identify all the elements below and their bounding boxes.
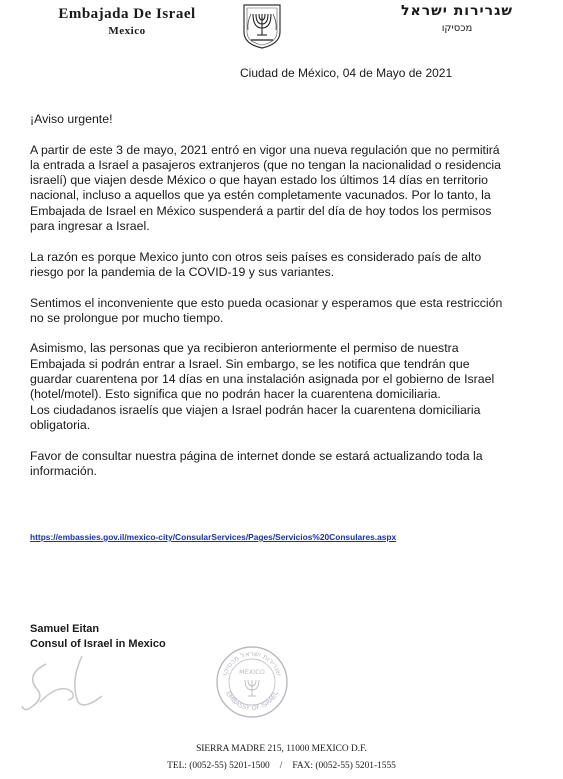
footer-tel: TEL: (0052-55) 5201-1500: [167, 761, 270, 771]
letterhead-left: [42, 6, 212, 37]
letterhead-right: [372, 3, 542, 34]
footer-contact: [0, 758, 563, 775]
stamp-bottom-text: EMBASSY OF ISRAEL: [224, 689, 280, 713]
embassy-name-hebrew: שגרירות ישראל: [401, 3, 513, 19]
menorah-emblem-icon: [239, 2, 285, 50]
paragraph-apology: Sentimos el inconveniente que esto pueda ocasionar y esperamos que esta restricción no se prolongue por mucho tiempo.: [30, 295, 503, 325]
embassy-stamp-icon: [214, 644, 290, 720]
letter-date: Ciudad de México, 04 de Mayo de 2021: [240, 66, 453, 80]
stamp-top-text: שגרירות ישראל מכסיקו: [220, 649, 284, 677]
stamp-menorah-icon: [245, 680, 259, 696]
footer-address: SIERRA MADRE 215, 11000 MEXICO D.F.: [196, 744, 367, 754]
handwritten-signature-icon: [20, 652, 120, 714]
signer-title: Consul of Israel in Mexico: [30, 638, 166, 650]
greeting: ¡Aviso urgente!: [30, 112, 113, 126]
embassy-name-spanish: Embajada De Israel: [58, 6, 196, 22]
letter-footer: [0, 741, 563, 775]
signature-block: [30, 622, 166, 652]
embassy-city-spanish: Mexico: [108, 25, 146, 37]
paragraph-reason: La razón es porque Mexico junto con otros seis países es considerado país de alto riesgo por la pandemia de la COVID-19 y sus variantes.: [30, 249, 482, 279]
paragraph-citizens: Los ciudadanos israelís que viajen a Israel podrán hacer la cuarentena domiciliaria obligatoria.: [30, 402, 481, 432]
paragraph-website: Favor de consultar nuestra página de internet donde se estará actualizando toda la información.: [30, 448, 483, 478]
paragraph-regulation: A partir de este 3 de mayo, 2021 entró en vigor una nueva regulación que no permitirá la entrada a Israel a pasajeros extranjeros (que no tengan la nacionalidad o residencia israelí) que viajen desde México o que hayan estado los últimos 14 días en territorio nacional, incluso a aquellos que ya estén completamente vacunados. Por lo tanto, la Embajada de Israel en México suspenderá a partir del día de hoy todos los permisos para ingresar a Israel.: [30, 142, 502, 234]
footer-separator: /: [279, 761, 283, 771]
paragraph-existing-permits: Asimismo, las personas que ya recibieron anteriormente el permiso de nuestra Embajada si podrán entrar a Israel. Sin embargo, se les notifica que tendrán que guardar cuarentena por 14 días en una instalación asignada por el gobierno de Israel (hotel/motel). Esto significa que no podrán hacer la cuarentena domiciliaria.: [30, 341, 495, 402]
letter-body: [30, 112, 508, 494]
stamp-middle-text: MEXICO: [239, 668, 265, 676]
consular-services-link[interactable]: https://embassies.gov.il/mexico-city/ConsularServices/Pages/Servicios%20Consulares.aspx: [30, 532, 397, 542]
footer-fax: FAX: (0052-55) 5201-1555: [292, 761, 396, 771]
embassy-city-hebrew: מכסיקו: [441, 23, 473, 34]
signer-name: Samuel Eitan: [30, 623, 100, 635]
